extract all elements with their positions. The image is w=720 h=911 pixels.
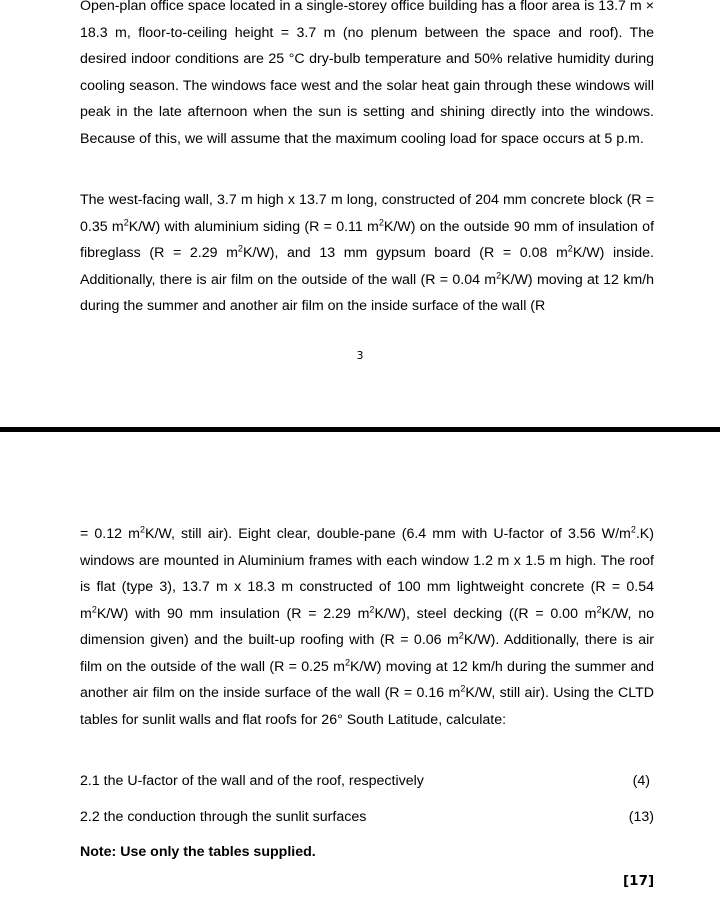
windows-roof-paragraph: = 0.12 $m^2K/W$, still air). Eight clear, double-pane (6.4 mm with U-factor of 3.56 $W/m^2.K$) windows are mounted in Aluminium frames with each window 1.2 m x 1.5 m high. The roof is flat (type 3), 13.7 m x 18.3 m constructed of 100 mm lightweight concrete (R = 0.54 $m^2K/W$) with 90 mm insulation (R = 2.29 $m^2K/W$), steel decking ((R = 0.00 $m^2K/W$, no dimension given) and the built-up roofing with (R = 0.06 $m^2K/W$). Additionally, there is air film on the outside of the wall (R = 0.25 $m^2K/W$) moving at 12 km/h during the summer and another air film on the inside surface of the wall (R = 0.16 $m^2K/W$, still air). Using the CLTD tables for sunlit walls and flat roofs for 26° South Latitude, calculate: bbox=[80, 524, 655, 728]
question-2-1 bbox=[80, 771, 654, 791]
question-text: 2.1 the U-factor of the wall and of the roof, respectively bbox=[80, 773, 424, 789]
page-break-divider bbox=[0, 427, 720, 432]
question-text: 2.2 the conduction through the sunlit surfaces bbox=[80, 809, 367, 825]
intro-paragraph: Open-plan office space located in a single-storey office building has a floor area is 13.7 m × 18.3 m, floor-to-ceiling height = 3.7 m (no plenum between the space and roof). The desired indoor conditions are 25 °C dry-bulb temperature and 50% relative humidity during cooling season. The windows face west and the solar heat gain through these windows will peak in the late afternoon when the sun is setting and shining directly into the windows. Because of this, we will assume that the maximum cooling load for space occurs at 5 p.m. bbox=[80, 0, 654, 147]
page-number: 3 bbox=[356, 349, 364, 362]
question-marks: (13) bbox=[628, 809, 654, 825]
note-text: Note: Use only the tables supplied. bbox=[80, 844, 316, 860]
total-marks: [17] bbox=[623, 873, 655, 889]
question-marks: (4) bbox=[632, 773, 650, 789]
wall-description-paragraph: The west-facing wall, 3.7 m high x 13.7 m long, constructed of 204 mm concrete block (R = 0.35 $m^2K/W$) with aluminium siding (R = 0.11 $m^2K/W$) on the outside 90 mm of insulation of fibreglass (R = 2.29 $m^2K/W$), and 13 mm gypsum board (R = 0.08 $m^2K/W$) inside. Additionally, there is air film on the outside of the wall (R = 0.04 $m^2K/W$) moving at 12 km/h during the summer and another air film on the inside surface of the wall (R bbox=[80, 192, 655, 314]
question-2-2 bbox=[80, 807, 654, 827]
